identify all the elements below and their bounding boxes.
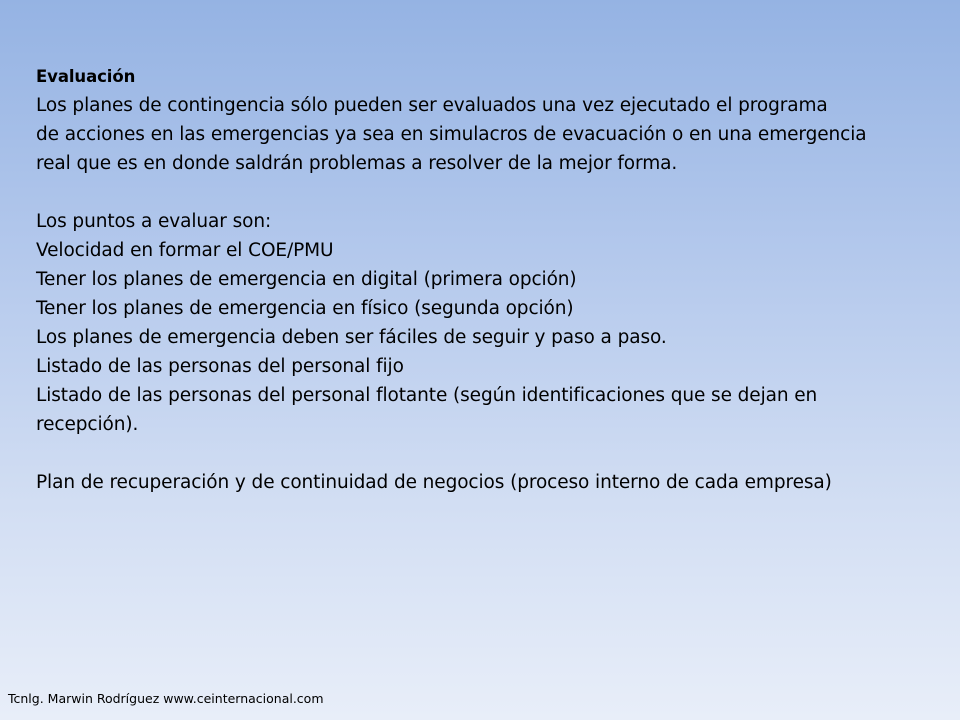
list-item: Los planes de emergencia deben ser fáciles de seguir y paso a paso. — [36, 327, 667, 348]
closing-line: Plan de recuperación y de continuidad de negocios (proceso interno de cada empresa) — [36, 472, 832, 493]
list-item: Tener los planes de emergencia en físico (segunda opción) — [36, 298, 574, 319]
list-item: Tener los planes de emergencia en digital (primera opción) — [36, 269, 577, 290]
list-item: Velocidad en formar el COE/PMU — [36, 240, 334, 261]
list-intro: Los puntos a evaluar son: — [36, 211, 272, 232]
list-item: Listado de las personas del personal flotante (según identificaciones que se dejan en — [36, 385, 818, 406]
list-item: Listado de las personas del personal fijo — [36, 356, 404, 377]
paragraph-line: Los planes de contingencia sólo pueden ser evaluados una vez ejecutado el programa — [36, 95, 828, 116]
paragraph-line: de acciones en las emergencias ya sea en simulacros de evacuación o en una emergencia — [36, 124, 867, 145]
footer-credit: Tcnlg. Marwin Rodríguez www.ceinternacional.com — [8, 691, 324, 706]
paragraph-line: real que es en donde saldrán problemas a resolver de la mejor forma. — [36, 153, 678, 174]
spacer — [36, 178, 936, 207]
spacer — [36, 439, 936, 468]
slide-heading: Evaluación — [36, 67, 136, 86]
list-item: recepción). — [36, 414, 139, 435]
slide-content — [36, 62, 936, 497]
